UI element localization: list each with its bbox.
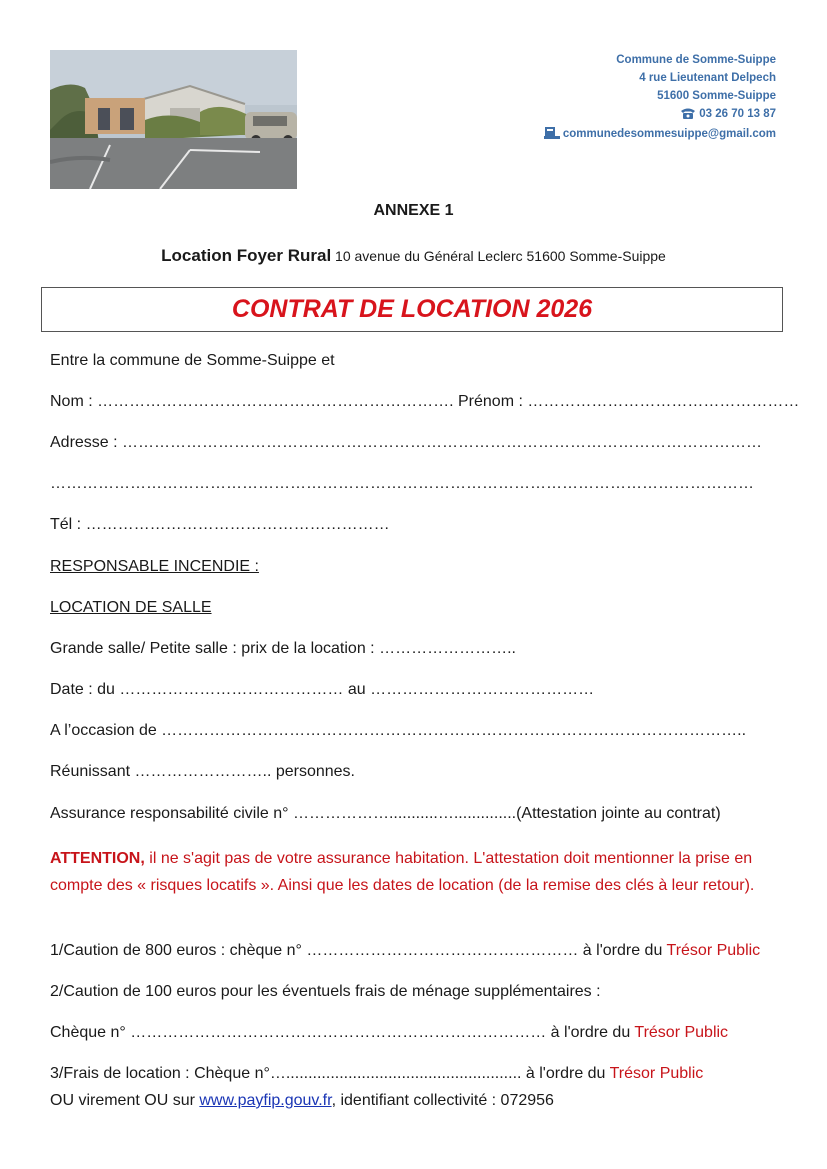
- nom-prenom-field: Nom : …………………………………………………………. Prénom : ……………………………………………: [50, 393, 800, 410]
- date-field: Date : du …………………………………… au ……………………………………: [50, 681, 595, 698]
- tresor-public-2: Trésor Public: [634, 1024, 729, 1041]
- email-row: [544, 125, 776, 145]
- tresor-public-3: Trésor Public: [609, 1065, 704, 1082]
- annex-heading: ANNEXE 1: [373, 202, 454, 219]
- phone-number: 03 26 70 13 87: [699, 108, 776, 120]
- phone-row: [544, 105, 776, 125]
- commune-contact: [544, 51, 776, 145]
- attention-label: ATTENTION,: [50, 850, 145, 867]
- contract-title: CONTRAT DE LOCATION 2026: [231, 295, 593, 323]
- assurance-field: Assurance responsabilité civile n° ………………...........…..............(Attestation jointe au contrat): [50, 805, 721, 822]
- adresse-continued-field: ……………………………………………………………………………………………………………………: [50, 475, 754, 492]
- contract-title-box: [41, 287, 783, 332]
- venue-name: Location Foyer Rural: [161, 246, 332, 265]
- tel-field: Tél : …………………………………………………: [50, 516, 390, 533]
- frais-location-line: [50, 1064, 703, 1084]
- commune-name: Commune de Somme-Suippe: [616, 54, 776, 66]
- attention-notice: [50, 845, 785, 899]
- caution-2-line: 2/Caution de 100 euros pour les éventuels frais de ménage supplémentaires :: [50, 983, 601, 1000]
- location-salle-heading: LOCATION DE SALLE: [50, 599, 212, 616]
- virement-prefix: OU virement OU sur: [50, 1092, 200, 1109]
- payfip-link[interactable]: www.payfip.gouv.fr: [199, 1092, 332, 1109]
- commune-street: 4 rue Lieutenant Delpech: [639, 72, 776, 84]
- salle-price-field: Grande salle/ Petite salle : prix de la location : ……………………..: [50, 640, 516, 657]
- virement-suffix: , identifiant collectivité : 072956: [331, 1092, 554, 1109]
- tresor-public-1: Trésor Public: [666, 942, 761, 959]
- reunissant-field: Réunissant …………………….. personnes.: [50, 763, 355, 780]
- email-address[interactable]: communedesommesuippe@gmail.com: [562, 128, 776, 140]
- caution-1-line: [50, 941, 760, 961]
- cheque-line: [50, 1023, 728, 1043]
- virement-line: [50, 1091, 554, 1111]
- intro-line: Entre la commune de Somme-Suippe et: [50, 352, 335, 369]
- attention-text: il ne s'agit pas de votre assurance habitation. L'attestation doit mentionner la prise en compte des « risques locatifs ». Ainsi que les dates de location (de la remise des clés à leur retour).: [50, 850, 755, 894]
- responsable-incendie-heading: RESPONSABLE INCENDIE :: [50, 558, 259, 575]
- mailbox-icon: [544, 126, 560, 145]
- venue-address: 10 avenue du Général Leclerc 51600 Somme-Suippe: [331, 248, 666, 264]
- cheque-text: Chèque n° …………………………………………………………………… à l'ordre du: [50, 1024, 635, 1041]
- commune-city: 51600 Somme-Suippe: [657, 90, 776, 102]
- foyer-rural-photo: [50, 50, 297, 189]
- adresse-field: Adresse : …………………………………………………………………………………………………………: [50, 434, 763, 451]
- frais-location-text: 3/Frais de location : Chèque n°…..................................................... à l'ordre du: [50, 1065, 610, 1082]
- phone-icon: [680, 107, 696, 125]
- caution-1-text: 1/Caution de 800 euros : chèque n° …………………………………………… à l'ordre du: [50, 942, 667, 959]
- occasion-field: A l’occasion de ………………………………………………………………………………………………..: [50, 722, 747, 739]
- venue-subtitle: [0, 246, 827, 266]
